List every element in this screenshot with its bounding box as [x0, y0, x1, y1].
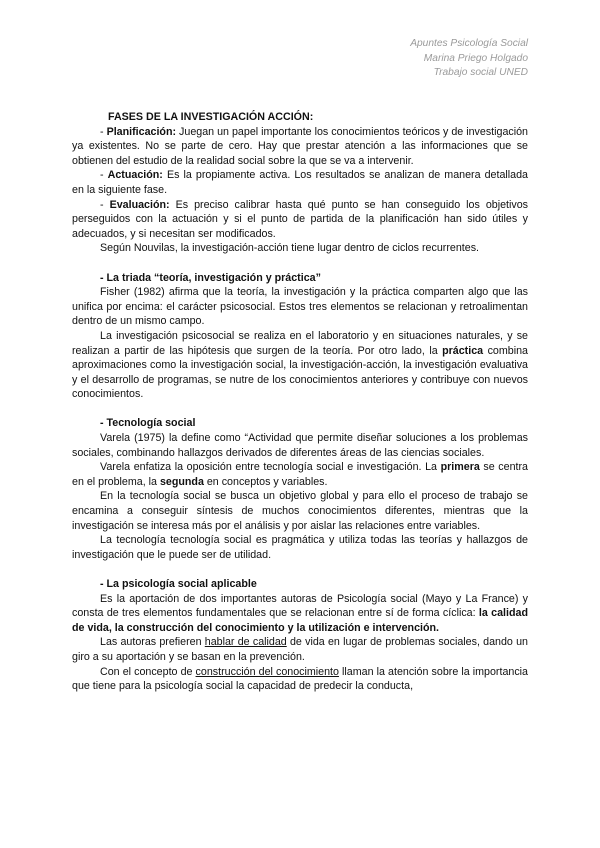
section-heading-tecnologia: - Tecnología social	[100, 417, 196, 430]
header-program: Trabajo social UNED	[433, 67, 528, 79]
fase-evaluacion: - Evaluación: Es preciso calibrar hasta qué punto se han conseguido los objetivos perseguidos con la actuación y si el punto de partida de la planificación han sido útiles y adecuados, y si necesitan ser modificados.	[72, 198, 529, 240]
triada-paragraph-2: La investigación psicosocial se realiza en el laboratorio y en situaciones naturales, y se realizan a partir de las hipótesis que surgen de la teoría. Por otro lado, la práctica combina aproximaciones como la investigación social, la investigación-acción, la investigación evaluativa y el desarrollo de programas, se nutre de los conocimientos anteriores y contribuye con nuevos conocimientos.	[72, 329, 528, 401]
document-header	[410, 37, 528, 81]
document-body	[72, 110, 528, 694]
fase-actuacion-label: Actuación:	[107, 169, 163, 182]
nouvilas-paragraph: Según Nouvilas, la investigación-acción tiene lugar dentro de ciclos recurrentes.	[100, 242, 480, 255]
header-course: Apuntes Psicología Social	[410, 38, 528, 49]
aplicable-paragraph-3: Con el concepto de construcción del conocimiento llaman la atención sobre la importancia que tiene para la psicología social la capacidad de predecir la conducta,	[72, 665, 528, 693]
aplicable-paragraph-2: Las autoras prefieren hablar de calidad de vida en lugar de problemas sociales, dando un giro a su aportación y se basan en la prevención.	[72, 636, 529, 663]
tecnologia-paragraph-4: La tecnología tecnología social es pragmática y utiliza todas las teorías y hallazgos de investigación que le puede ser de utilidad.	[72, 534, 528, 561]
aplicable-paragraph-1: Es la aportación de dos importantes autoras de Psicología social (Mayo y La France) y consta de tres elementos fundamentales que se relacionan entre sí de forma cíclica: la calidad de vida, la construcción del conocimiento y la utilización e intervención.	[72, 592, 528, 634]
tecnologia-paragraph-3: En la tecnología social se busca un objetivo global y para ello el proceso de trabajo se encamina a conseguir síntesis de muchos conocimientos diferentes, mientras que la investigación se interesa más por el análisis y por aislar las relaciones entre variables.	[72, 490, 528, 532]
tecnologia-paragraph-2: Varela enfatiza la oposición entre tecnología social e investigación. La primera se centra en el problema, la segunda en conceptos y variables.	[72, 461, 529, 488]
fase-evaluacion-label: Evaluación:	[109, 198, 170, 211]
header-author: Marina Priego Holgado	[423, 52, 528, 64]
section-heading-aplicable: - La psicología social aplicable	[100, 578, 257, 590]
page-title: FASES DE LA INVESTIGACIÓN ACCIÓN:	[108, 111, 314, 123]
fase-actuacion: - Actuación: Es la propiamente activa. Los resultados se analizan de manera detallada en la siguiente fase.	[72, 169, 528, 196]
section-heading-triada: - La triada “teoría, investigación y práctica”	[100, 271, 321, 284]
triada-paragraph-1: Fisher (1982) afirma que la teoría, la investigación y la práctica comparten algo que las unifica por encima: el carácter psicosocial. Estos tres elementos se relacionan y retroalimentan dentro de un mismo campo.	[72, 286, 528, 328]
fase-planificacion-label: Planificación:	[106, 125, 177, 138]
fase-planificacion: - Planificación: Juegan un papel importante los conocimientos teóricos y de investigación ya existentes. No se parte de cero. Hay que prestar atención a las informaciones que se obtienen del estudio de la realidad social sobre la que se va a intervenir.	[72, 125, 528, 167]
tecnologia-paragraph-1: Varela (1975) la define como “Actividad que permite diseñar soluciones a los problemas sociales, combinando hallazgos derivados de diferentes áreas de las ciencias sociales.	[72, 432, 528, 459]
